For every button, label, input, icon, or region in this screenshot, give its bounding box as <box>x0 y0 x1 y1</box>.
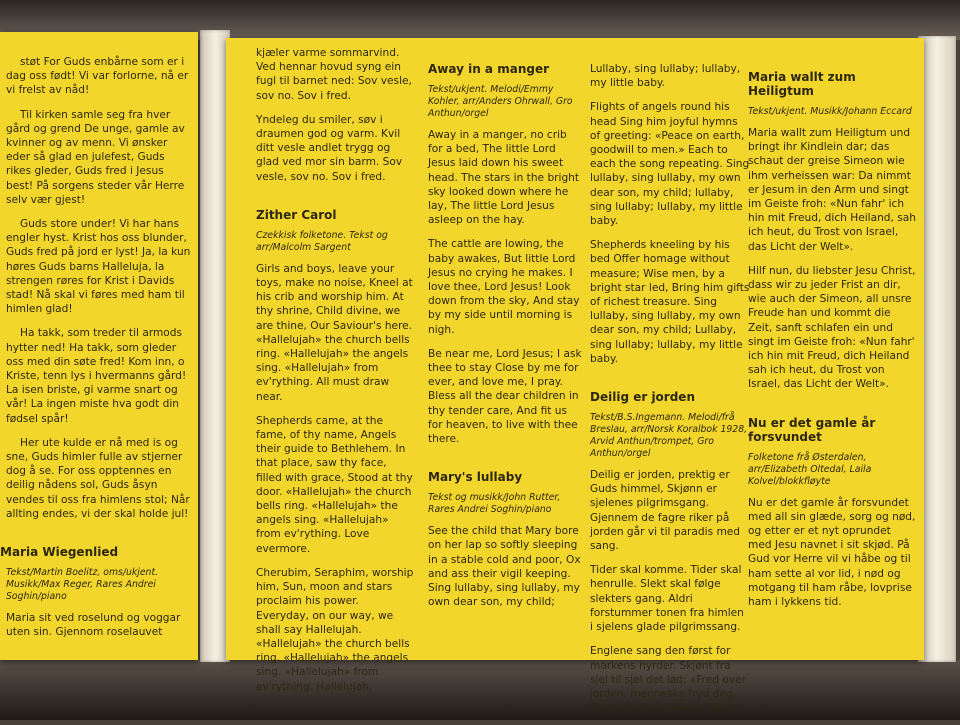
verse: Lullaby, sing lullaby; lullaby, my little baby. <box>590 63 741 90</box>
song-credit: Folketone frå Østerdalen, arr/Elizabeth Oltedal, Laila Kolvel/blokkfløyte <box>748 451 872 487</box>
song-title: Nu er det gamle år forsvundet <box>748 415 876 444</box>
lyrics-column-2 <box>256 46 414 704</box>
lyrics-column-4 <box>590 62 750 725</box>
verse: Shepherds kneeling by his bed Offer homage without measure; Wise men, by a bright star led, Bring him gifts of richest treasure. Sing lullaby, sing lullaby, my own dear son, my child; Lullaby, sing lullaby; lullaby, my little baby. <box>590 239 750 365</box>
song-title: Maria Wiegenlied <box>0 545 119 560</box>
verse: Guds store under! Vi har hans engler hyst. Krist hos oss blunder, Guds fred på jord er lyst! Ja, la kun høres Guds barns Halleluja, la strengen røres for Krist i Davids stad! Nå skal vi føres med ham til himlen glad! <box>6 218 191 316</box>
song-title: Mary's lullaby <box>428 470 523 485</box>
song-credit: Tekst og musikk/John Rutter, Rares Andrei Soghin/piano <box>428 492 561 516</box>
verse: Be near me, Lord Jesus; I ask thee to stay Close by me for ever, and love me, I pray. Bless all the dear children in thy tender care, And fit us for heaven, to live with thee there. <box>428 347 582 446</box>
verse: Yndeleg du smiler, søv i draumen god og varm. Kvil ditt vesle andlet trygg og glad ved mor sin barm. Sov vesle, sov no. Sov i fred. <box>256 113 403 183</box>
verse: Flights of angels round his head Sing him joyful hymns of greeting: «Peace on earth, goodwill to men.» Each to each the song repeating. Sing lullaby, sing lullaby, my own dear son, my child; lullaby, sing lullaby; lullaby, my little baby. <box>590 101 750 228</box>
song-credit: Tekst/ukjent. Musikk/Johann Eccard <box>748 106 912 117</box>
verse: Away in a manger, no crib for a bed, The little Lord Jesus laid down his sweet head. The stars in the bright sky looked down where he lay, The little Lord Jesus asleep on the hay. <box>428 129 580 227</box>
verse: støt For Guds enbårne som er i dag oss født! Vi var forlorne, nå er vi frelst av nåd! <box>6 56 189 97</box>
verse: Maria sit ved roselund og voggar uten sin. Gjennom roselauvet <box>6 612 181 639</box>
verse: Til kirken samle seg fra hver gård og grend De unge, gamle av kvinner og av menn. Vi ønsker eder så glad en julefest, Guds rikes gleder, Guds fred i Jesus best! På sorgens steder vår Herre selv vær gjest! <box>6 108 185 206</box>
verse: Her ute kulde er nå med is og sne, Guds himler fulle av stjerner dog å se. For oss opptennes en deilig nådens sol, Guds åsyn vendes til oss fra himlens stol; Når allting endes, vi der skal holde jul! <box>6 436 190 520</box>
lyrics-column-5 <box>748 70 916 619</box>
song-credit: Czekkisk folketone. Tekst og arr/Malcolm Sargent <box>256 229 388 253</box>
song-title: Zither Carol <box>256 207 337 222</box>
verse: Cherubim, Seraphim, worship him, Sun, moon and stars proclaim his power. Everyday, on our way, we shall say Hallelujah. «Hallelujah» the church bells ring. «Hallelujah» the angels sing. «Hallelujah» from ev'rything. Hallelujah. <box>256 566 414 693</box>
verse: Ha takk, som treder til armods hytter ned! Ha takk, som gleder oss med din søte fred! Kom inn, o Kriste, tenn lys i hvermanns gård! La isen briste, gi varme snart og vår! La ingen miste hva godt din fødsel spår! <box>6 327 187 425</box>
song-credit: Tekst/Martin Boelitz, oms/ukjent. Musikk/Max Reger, Rares Andrei Soghin/piano <box>6 567 159 603</box>
verse: Shepherds came, at the fame, of thy name, Angels their guide to Bethlehem. In that place, saw thy face, filled with grace, Stood at thy door. «Hallelujah» the church bells ring. «Hallelujah» the angels sing. «Hallelujah» from ev'rything. Love evermore. <box>256 414 413 555</box>
lyrics-column-3 <box>428 62 583 619</box>
verse: Girls and boys, leave your toys, make no noise, Kneel at his crib and worship him. At thy shrine, Child divine, we are thine, Our Saviour's here. «Hallelujah» the church bells ring. «Hallelujah» the angels sing. «Hallelujah» from ev'rything. All must draw near. <box>256 262 413 403</box>
verse: Tider skal komme. Tider skal henrulle. Slekt skal følge slekters gang. Aldri forstummer tonen fra himlen i sjelens glade pilgrimssang. <box>590 564 744 634</box>
verse: Deilig er jorden, prektig er Guds himmel, Skjønn er sjelenes pilgrimsgang. Gjennem de fagre riker på jorden går vi til paradis med sang. <box>590 469 741 553</box>
verse: Maria wallt zum Heiligtum und bringt ihr Kindlein dar; das schaut der greise Simeon wie ihm verheissen war: Da nimmt er Jesum in den Arm und singt im Geiste froh: «Nun fahr' ich hin mit Freud, dich Heiland, sah ich heut, du Trost von Israel, das Licht der Welt». <box>748 127 916 253</box>
background-bottom <box>0 660 960 720</box>
verse: kjæler varme sommarvind. Ved hennar hovud syng ein fugl til barnet ned: Sov vesle, sov no. Sov i fred. <box>256 47 412 102</box>
verse: See the child that Mary bore on her lap so softly sleeping in a stable cold and poor, Ox and ass their vigil keeping. Sing lullaby, sing lullaby, my own dear son, my child; <box>428 525 581 609</box>
verse: The cattle are lowing, the baby awakes, But little Lord Jesus no crying he makes. I love thee, Lord Jesus! Look down from the sky, And stay by my side until morning is nigh. <box>428 238 580 336</box>
verse: Englene sang den først for markens hyrder. Skjønt fra sjel til sjel det lød: «Fred over jorden, menneske fryd deg. Oss er en evig Frelser født.» <box>590 645 746 715</box>
song-title: Maria wallt zum Heiligtum <box>748 70 856 98</box>
verse: Hilf nun, du liebster Jesu Christ, dass wir zu jeder Frist an dir, wie auch der Simeon, all unsre Freude han und kommt die Zeit, sanft schlafen ein und singt im Geiste froh: «Nun fahr' ich hin mit Freud, dich Heiland sah ich heut, du Trost von Israel, das Licht der Welt». <box>748 264 916 391</box>
song-credit: Tekst/B.S.Ingemann. Melodi/frå Breslau, arr/Norsk Koralbok 1928, Arvid Anthun/trompet, Gro Anthun/orgel <box>590 412 748 460</box>
song-title: Away in a manger <box>428 62 550 76</box>
song-title: Deilig er jorden <box>590 390 695 405</box>
verse: Nu er det gamle år forsvundet med all sin glæde, sorg og nød, og etter er et nyt oprundet med Jesu navnet i sit skjød. På Gud vor Herre vil vi håbe og til ham sette al vor lid, i nød og motgang til ham råbe, lovprise ham i lykkens tid. <box>748 496 916 609</box>
lyrics-column-1 <box>0 55 192 650</box>
song-credit: Tekst/ukjent. Melodi/Emmy Kohler, arr/Anders Ohrwall, Gro Anthun/orgel <box>428 84 573 119</box>
